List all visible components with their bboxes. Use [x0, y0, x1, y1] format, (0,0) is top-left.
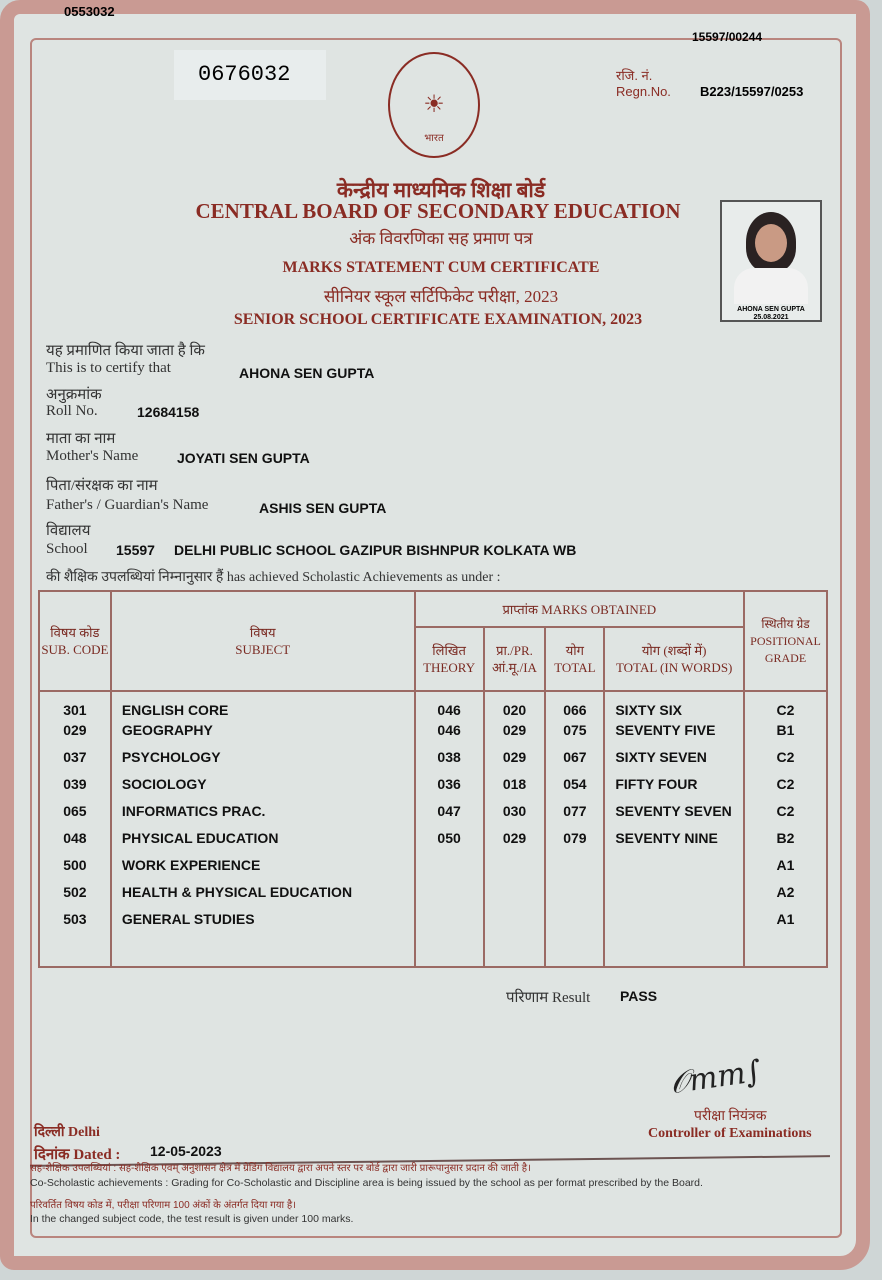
controller-signature: 𝒪mm∫: [668, 1053, 764, 1102]
filler-cell: [744, 936, 827, 967]
cell-subject: PHYSICAL EDUCATION: [111, 828, 415, 855]
header-code: SUB. CODE: [41, 642, 109, 657]
marks-table: [38, 590, 828, 968]
header-code-hindi: विषय कोड: [50, 625, 100, 640]
header-words-hindi: योग (शब्दों में): [641, 643, 707, 658]
cell-pr: 018: [484, 774, 546, 801]
document-title-hindi: अंक विवरणिका सह प्रमाण पत्र: [349, 229, 533, 248]
cell-code: 065: [39, 801, 111, 828]
father-label-hindi: पिता/संरक्षक का नाम: [46, 478, 158, 494]
cell-total: [545, 855, 604, 882]
table-row: [39, 747, 827, 774]
cell-code: 039: [39, 774, 111, 801]
cell-theory: [415, 855, 484, 882]
cell-words: SEVENTY SEVEN: [604, 801, 744, 828]
achievements-intro: की शैक्षिक उपलब्धियां निम्नानुसार हैं has achieved Scholastic Achievements as under :: [46, 570, 501, 585]
cell-subject: INFORMATICS PRAC.: [111, 801, 415, 828]
header-subject: SUBJECT: [235, 642, 291, 657]
cell-total: [545, 882, 604, 909]
table-row: [39, 720, 827, 747]
table-row: [39, 882, 827, 909]
header-pr-hindi: प्रा./PR.: [496, 643, 533, 658]
cell-grade: A1: [744, 855, 827, 882]
father-label: Father's / Guardian's Name: [46, 497, 209, 513]
table-row: [39, 828, 827, 855]
note-changed-code: In the changed subject code, the test result is given under 100 marks.: [30, 1213, 354, 1225]
cell-code: 048: [39, 828, 111, 855]
exam-title-hindi: सीनियर स्कूल सर्टिफिकेट परीक्षा, 2023: [323, 287, 559, 306]
cell-grade: C2: [744, 691, 827, 720]
document-title: MARKS STATEMENT CUM CERTIFICATE: [282, 259, 600, 276]
cell-grade: C2: [744, 801, 827, 828]
header-theory-hindi: लिखित: [432, 643, 466, 658]
cell-subject: PSYCHOLOGY: [111, 747, 415, 774]
cell-grade: C2: [744, 747, 827, 774]
cell-code: 502: [39, 882, 111, 909]
header-total-hindi: योग: [565, 643, 584, 658]
table-filler-row: [39, 936, 827, 967]
photo-caption-date: 25.08.2021: [753, 314, 789, 321]
cell-pr: [484, 909, 546, 936]
result-label: परिणाम Result: [506, 990, 591, 1006]
header-words: TOTAL (IN WORDS): [615, 660, 733, 675]
regn-label-hindi: रजि. नं.: [616, 68, 653, 83]
cell-subject: SOCIOLOGY: [111, 774, 415, 801]
table-row: [39, 855, 827, 882]
cell-total: [545, 909, 604, 936]
table-row: [39, 774, 827, 801]
cell-code: 500: [39, 855, 111, 882]
school-name: DELHI PUBLIC SCHOOL GAZIPUR BISHNPUR KOLKATA WB: [174, 542, 577, 558]
school-label-hindi: विद्यालय: [46, 523, 91, 539]
cell-grade: B2: [744, 828, 827, 855]
serial-top-right: 15597/00244: [692, 30, 763, 44]
cell-grade: A1: [744, 909, 827, 936]
cell-pr: 029: [484, 747, 546, 774]
header-subject-hindi: विषय: [249, 625, 276, 640]
cell-total: 075: [545, 720, 604, 747]
photo-caption-name: AHONA SEN GUPTA: [737, 306, 805, 313]
table-row: [39, 801, 827, 828]
student-name: AHONA SEN GUPTA: [239, 365, 375, 381]
roll-number: 12684158: [137, 404, 200, 420]
header-grade: POSITIONAL GRADE: [750, 633, 821, 665]
filler-cell: [415, 936, 484, 967]
cbse-logo: ☀ भारत: [388, 52, 480, 158]
cell-total: 067: [545, 747, 604, 774]
cell-code: 301: [39, 691, 111, 720]
cell-words: [604, 882, 744, 909]
cell-pr: 020: [484, 691, 546, 720]
cell-words: [604, 909, 744, 936]
cell-subject: HEALTH & PHYSICAL EDUCATION: [111, 882, 415, 909]
mother-label-hindi: माता का नाम: [46, 431, 116, 447]
cell-theory: 036: [415, 774, 484, 801]
school-label: School: [46, 541, 88, 557]
filler-cell: [545, 936, 604, 967]
cell-words: FIFTY FOUR: [604, 774, 744, 801]
cell-words: SEVENTY NINE: [604, 828, 744, 855]
cell-pr: 030: [484, 801, 546, 828]
cell-grade: B1: [744, 720, 827, 747]
cell-code: 503: [39, 909, 111, 936]
cell-subject: GEOGRAPHY: [111, 720, 415, 747]
header-grade-hindi: स्थितीय ग्रेड: [761, 616, 810, 631]
table-row: [39, 691, 827, 720]
table-row: [39, 909, 827, 936]
header-total: TOTAL: [554, 660, 596, 675]
cell-pr: [484, 855, 546, 882]
board-name-hindi: केन्द्रीय माध्यमिक शिक्षा बोर्ड: [336, 178, 546, 202]
cell-total: 079: [545, 828, 604, 855]
cell-pr: 029: [484, 828, 546, 855]
mother-name: JOYATI SEN GUPTA: [177, 450, 310, 466]
school-code: 15597: [116, 542, 155, 558]
filler-cell: [39, 936, 111, 967]
cell-total: 054: [545, 774, 604, 801]
place: दिल्ली Delhi: [34, 1125, 100, 1140]
note-co-scholastic: Co-Scholastic achievements : Grading for Co-Scholastic and Discipline area is being issued by the school as per format prescribed by the Board.: [30, 1177, 703, 1189]
regn-label: Regn.No.: [616, 84, 671, 99]
header-theory: THEORY: [423, 660, 476, 675]
filler-cell: [604, 936, 744, 967]
cell-total: 077: [545, 801, 604, 828]
filler-cell: [111, 936, 415, 967]
cell-theory: 047: [415, 801, 484, 828]
result-value: PASS: [620, 988, 658, 1004]
cell-code: 029: [39, 720, 111, 747]
cell-theory: [415, 882, 484, 909]
roll-label-hindi: अनुक्रमांक: [46, 387, 102, 403]
header-marks-obtained: प्राप्तांक MARKS OBTAINED: [415, 591, 744, 627]
father-name: ASHIS SEN GUPTA: [259, 500, 387, 516]
issue-date: 12-05-2023: [150, 1143, 222, 1159]
header-pr: आं.मू./IA: [492, 660, 537, 675]
cell-words: SIXTY SEVEN: [604, 747, 744, 774]
mother-label: Mother's Name: [46, 448, 139, 464]
certificate-number-box: 0676032: [174, 50, 326, 100]
cell-theory: 046: [415, 691, 484, 720]
cell-grade: A2: [744, 882, 827, 909]
cell-theory: 050: [415, 828, 484, 855]
cell-theory: 038: [415, 747, 484, 774]
cell-words: SEVENTY FIVE: [604, 720, 744, 747]
board-name: CENTRAL BOARD OF SECONDARY EDUCATION: [195, 199, 681, 223]
regn-number: B223/15597/0253: [700, 84, 804, 99]
cell-theory: 046: [415, 720, 484, 747]
filler-cell: [484, 936, 546, 967]
controller-label: Controller of Examinations: [648, 1126, 812, 1141]
cell-words: SIXTY SIX: [604, 691, 744, 720]
student-photo: [720, 200, 822, 322]
serial-top-left: 0553032: [64, 4, 115, 19]
cell-subject: ENGLISH CORE: [111, 691, 415, 720]
dated-label: दिनांक Dated :: [34, 1147, 121, 1163]
cell-code: 037: [39, 747, 111, 774]
roll-label: Roll No.: [46, 403, 98, 419]
note-co-scholastic-hindi: सह-शैक्षिक उपलब्धियां : सह-शैक्षिक एवम् अनुशासन क्षेत्र में ग्रेडिंग विद्यालय द्वारा अपने स्तर पर बोर्ड द्वारा जारी प्रारूपानुसार प्रदान की जाती है।: [30, 1163, 531, 1174]
cell-grade: C2: [744, 774, 827, 801]
cell-subject: GENERAL STUDIES: [111, 909, 415, 936]
cell-total: 066: [545, 691, 604, 720]
cell-theory: [415, 909, 484, 936]
certify-label-hindi: यह प्रमाणित किया जाता है कि: [46, 343, 205, 359]
certify-label: This is to certify that: [46, 360, 171, 376]
cell-pr: [484, 882, 546, 909]
note-changed-code-hindi: परिवर्तित विषय कोड में, परीक्षा परिणाम 100 अंकों के अंतर्गत दिया गया है।: [30, 1200, 296, 1211]
cell-subject: WORK EXPERIENCE: [111, 855, 415, 882]
cell-pr: 029: [484, 720, 546, 747]
exam-title: SENIOR SCHOOL CERTIFICATE EXAMINATION, 2023: [233, 311, 643, 328]
controller-label-hindi: परीक्षा नियंत्रक: [694, 1109, 767, 1124]
cell-words: [604, 855, 744, 882]
